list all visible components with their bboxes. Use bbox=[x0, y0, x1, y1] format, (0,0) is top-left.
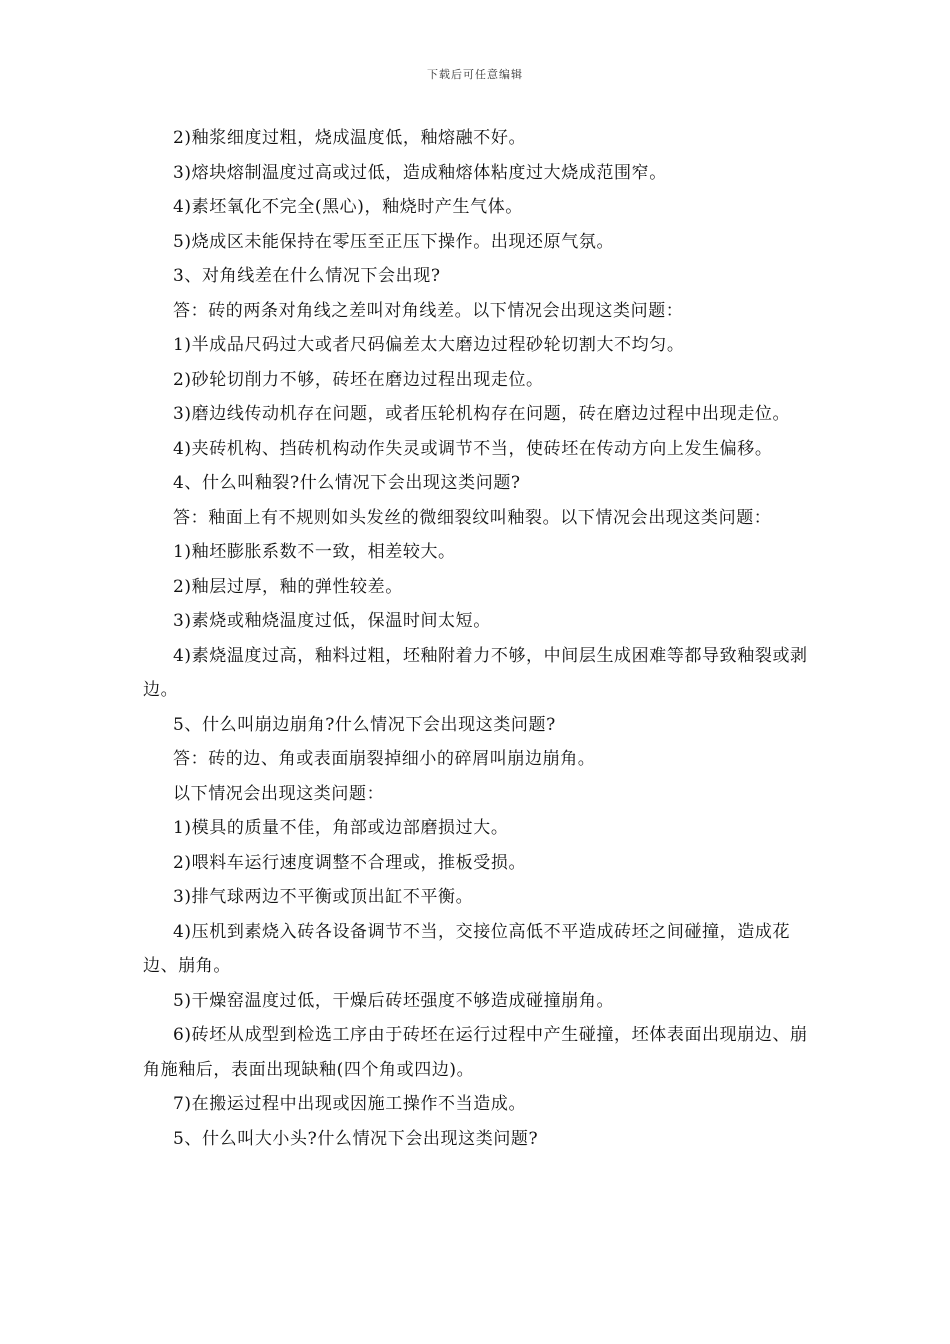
paragraph: 2)釉层过厚，釉的弹性较差。 bbox=[173, 576, 403, 597]
paragraph: 5)干燥窑温度过低，干燥后砖坯强度不够造成碰撞崩角。 bbox=[173, 990, 615, 1011]
document-body bbox=[143, 121, 819, 1156]
paragraph: 4)压机到素烧入砖各设备调节不当，交接位高低不平造成砖坯之间碰撞，造成花边、崩角。 bbox=[143, 921, 791, 976]
question-heading: 3、对角线差在什么情况下会出现? bbox=[173, 266, 441, 286]
paragraph: 1)半成品尺码过大或者尺码偏差太大磨边过程砂轮切割大不均匀。 bbox=[173, 335, 685, 355]
paragraph: 3)排气球两边不平衡或顶出缸不平衡。 bbox=[173, 887, 474, 907]
paragraph: 2)釉浆细度过粗，烧成温度低，釉熔融不好。 bbox=[173, 128, 527, 148]
answer-paragraph: 答：砖的两条对角线之差叫对角线差。以下情况会出现这类问题： bbox=[173, 300, 684, 321]
paragraph: 3)素烧或釉烧温度过低，保温时间太短。 bbox=[173, 611, 491, 631]
answer-paragraph: 答：釉面上有不规则如头发丝的微细裂纹叫釉裂。以下情况会出现这类问题： bbox=[173, 507, 772, 528]
page-header: 下载后可任意编辑 bbox=[427, 68, 523, 81]
question-heading: 4、什么叫釉裂?什么情况下会出现这类问题? bbox=[173, 473, 521, 493]
paragraph: 1)模具的质量不佳，角部或边部磨损过大。 bbox=[173, 818, 509, 838]
paragraph: 5)烧成区未能保持在零压至正压下操作。出现还原气氛。 bbox=[173, 231, 615, 252]
paragraph: 3)熔块熔制温度过高或过低，造成釉熔体粘度过大烧成范围窄。 bbox=[173, 162, 667, 183]
paragraph: 3)磨边线传动机存在问题，或者压轮机构存在问题，砖在磨边过程中出现走位。 bbox=[173, 404, 791, 424]
paragraph: 7)在搬运过程中出现或因施工操作不当造成。 bbox=[173, 1094, 527, 1114]
paragraph: 1)釉坯膨胀系数不一致，相差较大。 bbox=[173, 542, 456, 562]
answer-paragraph: 答：砖的边、角或表面崩裂掉细小的碎屑叫崩边崩角。 bbox=[173, 749, 596, 769]
paragraph: 4)素坯氧化不完全(黑心)，釉烧时产生气体。 bbox=[173, 197, 523, 217]
question-heading: 5、什么叫大小头?什么情况下会出现这类问题? bbox=[173, 1128, 539, 1149]
paragraph: 6)砖坯从成型到检选工序由于砖坯在运行过程中产生碰撞，坯体表面出现崩边、崩角施釉后，表面出现缺釉(四个角或四边)。 bbox=[143, 1025, 808, 1080]
question-heading: 5、什么叫崩边崩角?什么情况下会出现这类问题? bbox=[173, 714, 556, 735]
paragraph: 2)喂料车运行速度调整不合理或，推板受损。 bbox=[173, 852, 527, 873]
paragraph: 4)素烧温度过高，釉料过粗，坯釉附着力不够，中间层生成困难等都导致釉裂或剥边。 bbox=[143, 645, 808, 700]
paragraph: 以下情况会出现这类问题： bbox=[173, 783, 385, 804]
paragraph: 4)夹砖机构、挡砖机构动作失灵或调节不当，使砖坯在传动方向上发生偏移。 bbox=[173, 438, 773, 459]
paragraph: 2)砂轮切削力不够，砖坯在磨边过程出现走位。 bbox=[173, 369, 544, 390]
